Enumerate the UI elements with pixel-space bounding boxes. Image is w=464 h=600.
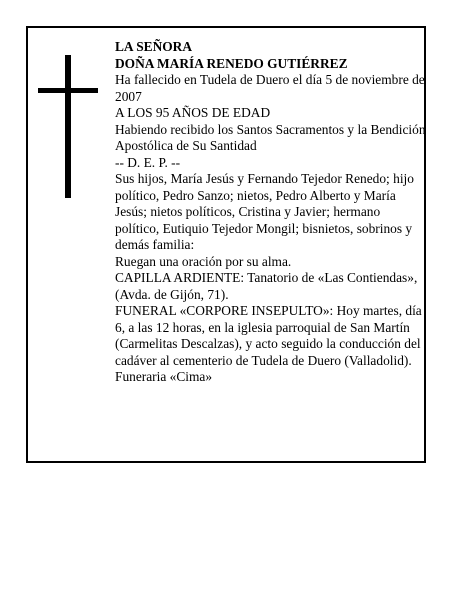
chapel-line: CAPILLA ARDIENTE: Tanatorio de «Las Contiendas», (Avda. de Gijón, 71).	[115, 270, 418, 302]
family-line: Sus hijos, María Jesús y Fernando Tejedor Renedo; hijo político, Pedro Sanzo; nietos, Pedro Alberto y María Jesús; nietos políticos, Cristina y Javier; hermano político, Eutiquio Tejedor Mongil; bisnietos, sobrinos y demás familia:	[115, 171, 414, 252]
title-line: LA SEÑORA	[115, 39, 193, 54]
rip-line: -- D. E. P. --	[115, 154, 181, 170]
sacraments-line: Habiendo recibido los Santos Sacramentos y la Bendición Apostólica de Su Santidad	[115, 121, 426, 153]
deceased-name: DOÑA MARÍA RENEDO GUTIÉRREZ	[115, 55, 348, 71]
cross-vertical-bar	[65, 55, 71, 198]
notice-text	[115, 39, 427, 386]
funeral-home-line: Funeraria «Cima»	[115, 369, 213, 384]
age-line: A LOS 95 AÑOS DE EDAD	[115, 105, 271, 120]
cross-icon	[38, 55, 98, 198]
obituary-notice	[26, 26, 426, 463]
prayer-line: Ruegan una oración por su alma.	[115, 253, 292, 269]
funeral-line: FUNERAL «CORPORE INSEPULTO»: Hoy martes, día 6, a las 12 horas, en la iglesia parroquial de San Martín (Carmelitas Descalzas), y acto seguido la conducción del cadáver al cementerio de Tudela de Duero (Valladolid).	[115, 303, 422, 368]
death-announcement: Ha fallecido en Tudela de Duero el día 5 de noviembre de 2007	[115, 72, 425, 104]
cross-horizontal-bar	[38, 88, 98, 93]
